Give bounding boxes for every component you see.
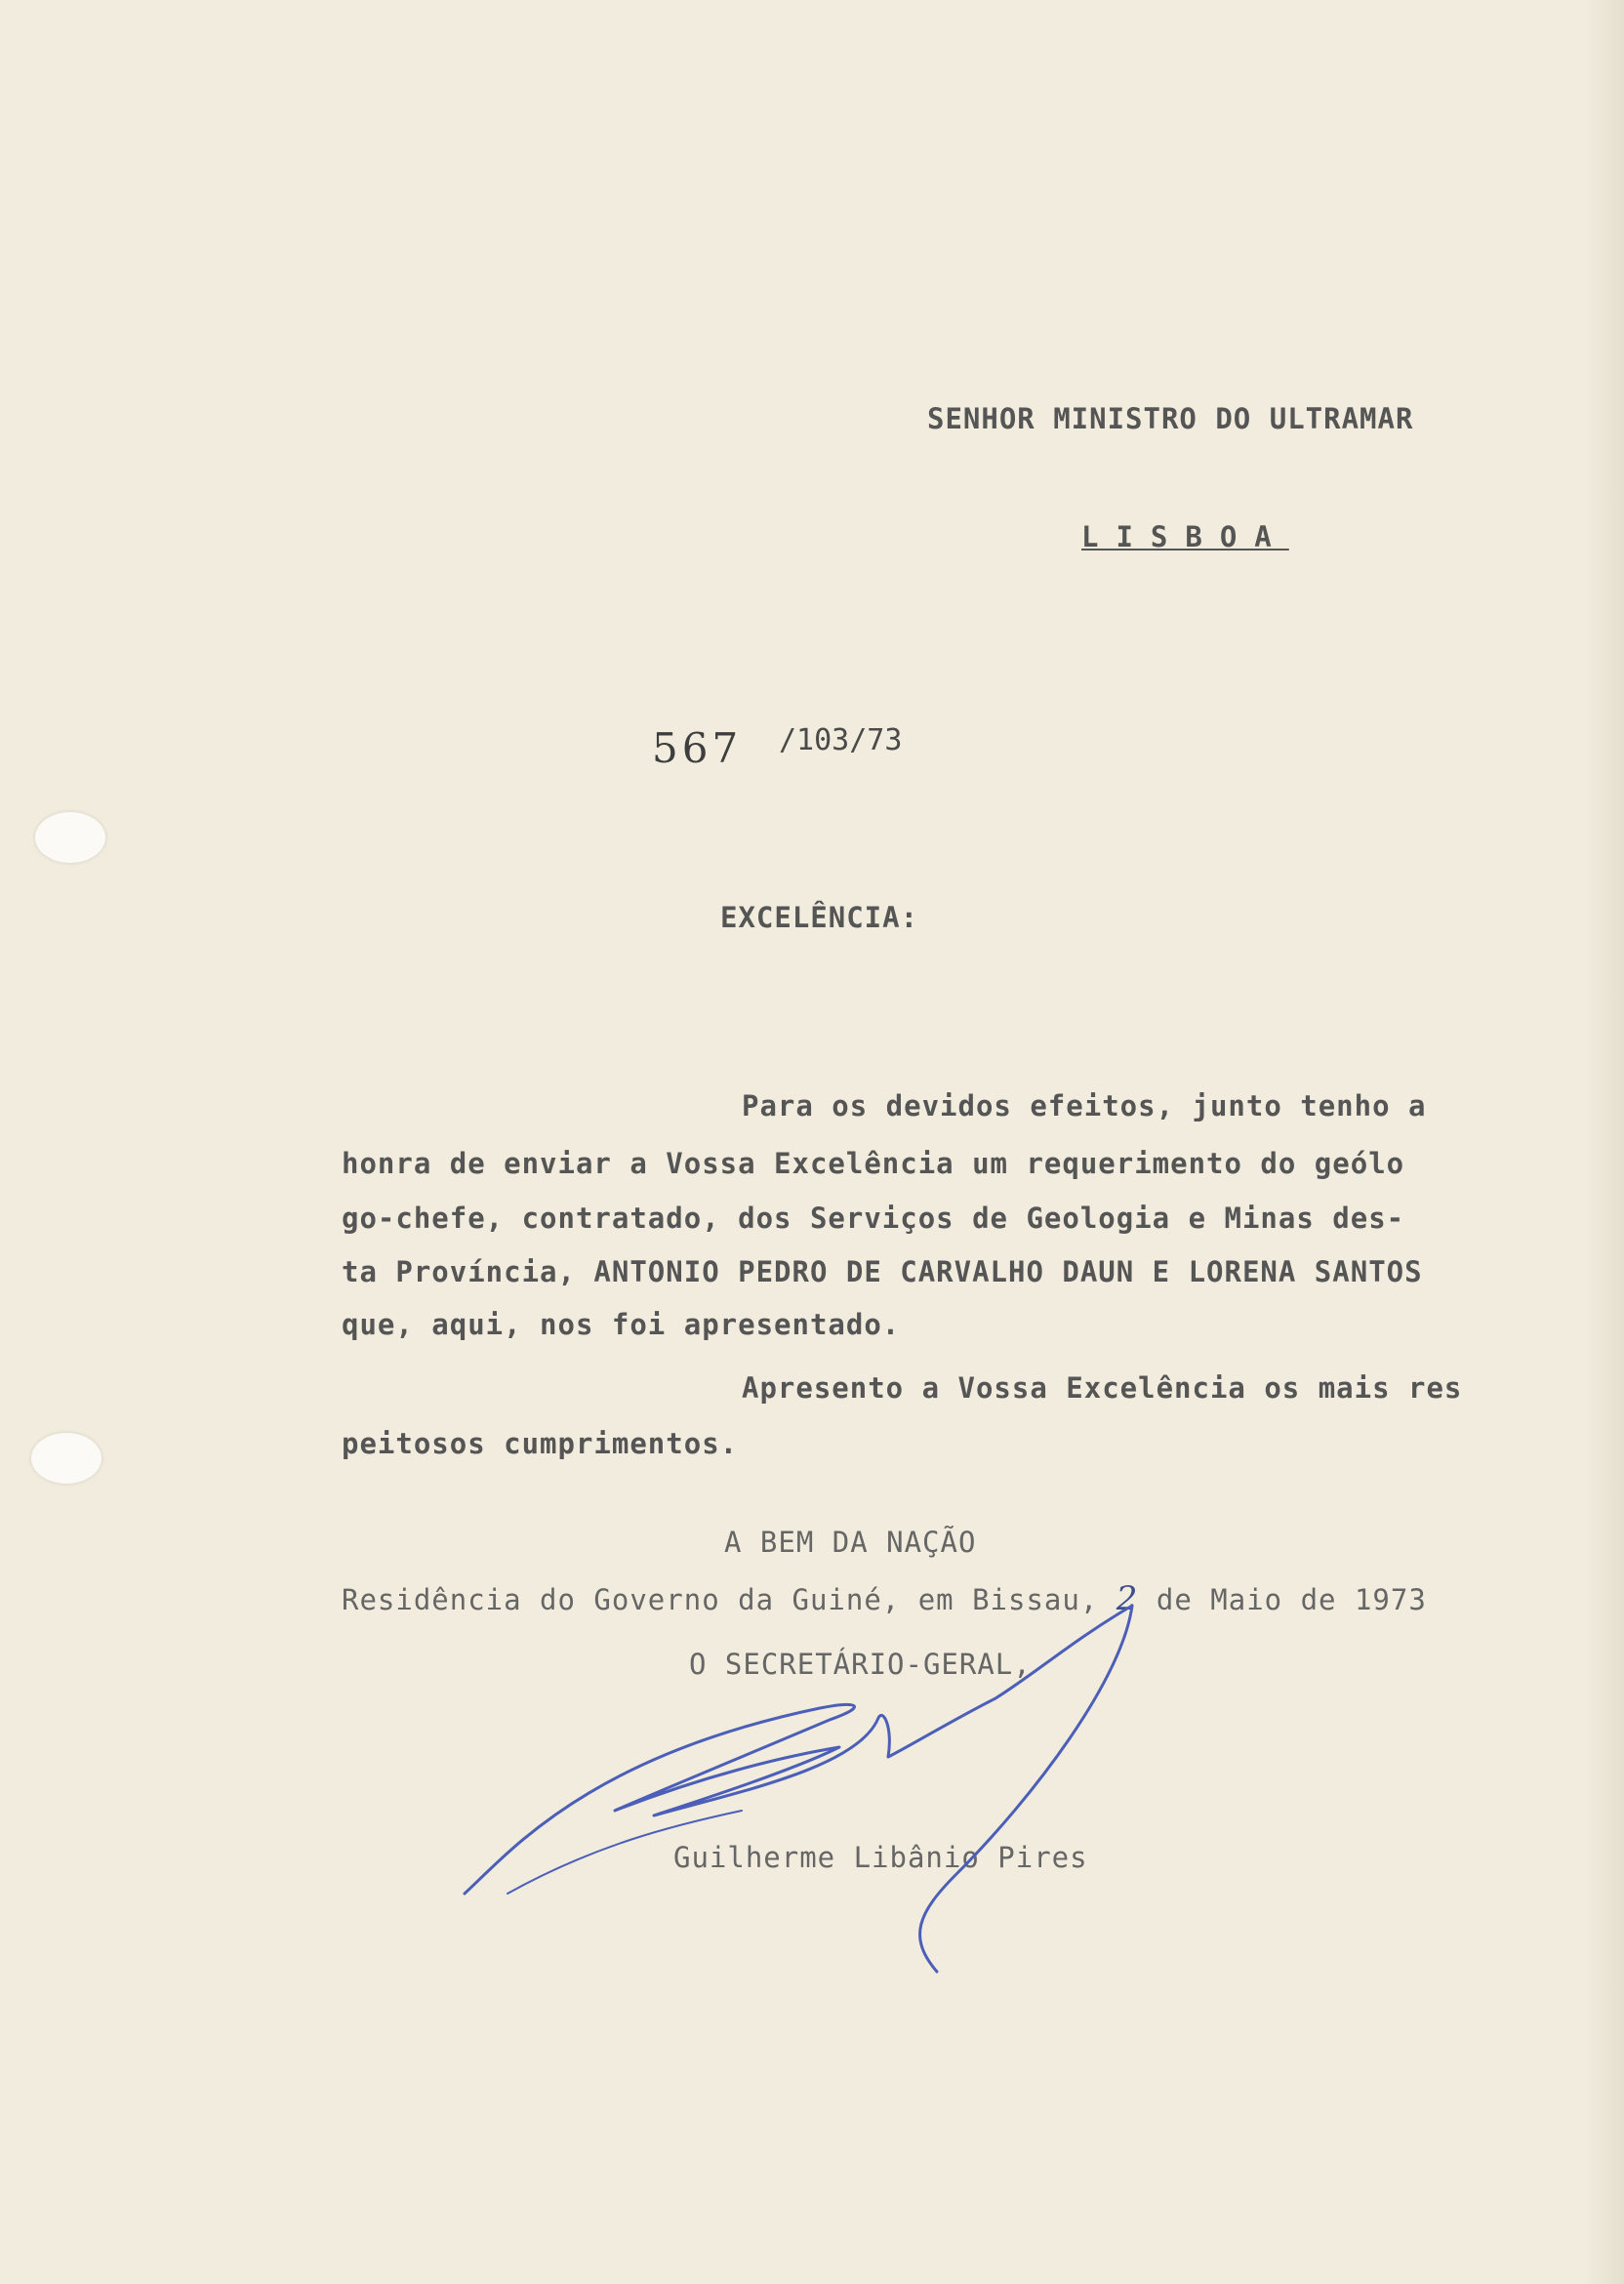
punch-hole-bottom xyxy=(31,1433,102,1484)
body-paragraph1-line: Para os devidos efeitos, junto tenho a xyxy=(742,1089,1427,1122)
handwritten-day: 2 xyxy=(1116,1579,1139,1618)
body-paragraph2-line: Apresento a Vossa Excelência os mais res xyxy=(742,1371,1463,1405)
closing-motto: A BEM DA NAÇÃO xyxy=(724,1526,977,1559)
reference-suffix: /103/73 xyxy=(779,723,903,757)
page-edge-shadow xyxy=(1585,0,1624,2284)
city-line: LISBOA xyxy=(1081,520,1289,553)
recipient-line: SENHOR MINISTRO DO ULTRAMAR xyxy=(927,402,1414,435)
reference-number: 567 xyxy=(652,724,743,772)
signatory-title: O SECRETÁRIO-GERAL, xyxy=(689,1648,1032,1681)
handwritten-signature xyxy=(449,1601,1191,1991)
body-paragraph1-line: go-chefe, contratado, dos Serviços de Geologia e Minas des- xyxy=(342,1202,1405,1235)
punch-hole-top xyxy=(35,812,105,863)
salutation: EXCELÊNCIA: xyxy=(720,901,919,934)
body-paragraph1-line: honra de enviar a Vossa Excelência um requerimento do geólo xyxy=(342,1147,1405,1180)
signatory-name: Guilherme Libânio Pires xyxy=(673,1841,1088,1874)
body-paragraph2-line: peitosos cumprimentos. xyxy=(342,1427,739,1460)
body-paragraph1-line: ta Província, ANTONIO PEDRO DE CARVALHO DAUN E LORENA SANTOS xyxy=(342,1255,1423,1288)
body-paragraph1-line: que, aqui, nos foi apresentado. xyxy=(342,1308,901,1341)
place-prefix: Residência do Governo da Guiné, em Bissau, xyxy=(342,1583,1099,1616)
date-rest: de Maio de 1973 xyxy=(1156,1583,1427,1616)
